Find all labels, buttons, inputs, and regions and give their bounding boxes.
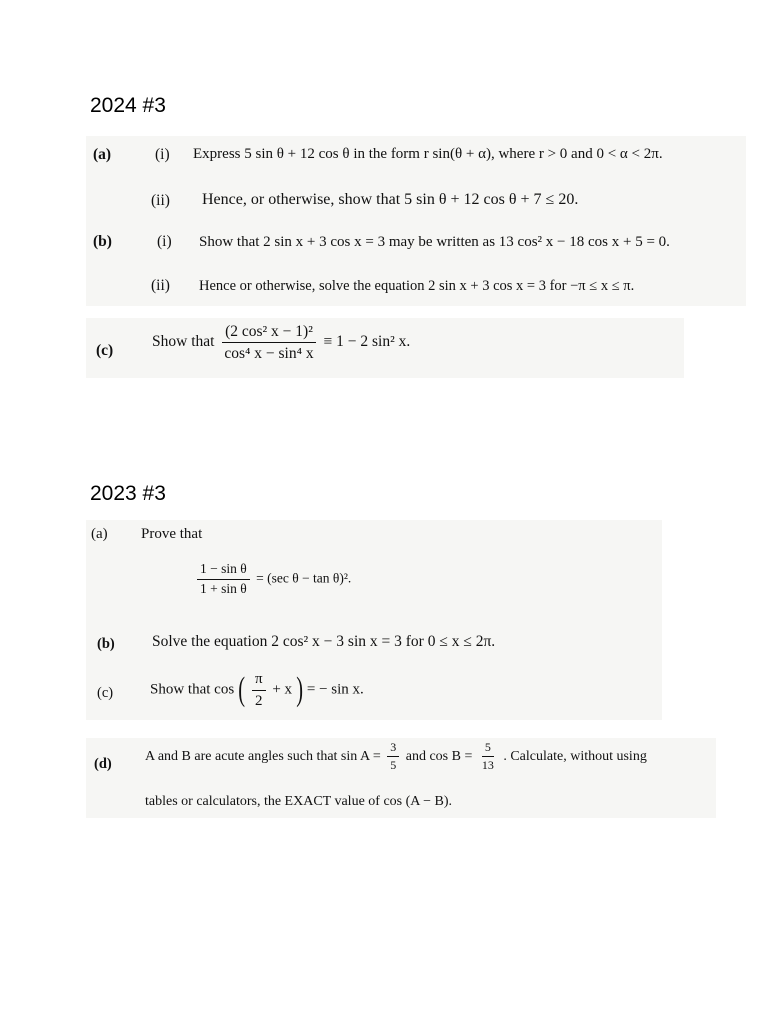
fraction-sinA-denominator: 5 <box>390 758 397 773</box>
fraction-cosB <box>479 741 497 772</box>
label-2024-b-ii: (ii) <box>151 277 170 294</box>
d-text-1: A and B are acute angles such that sin A = <box>145 748 381 764</box>
label-2024-a-i: (i) <box>155 146 170 163</box>
label-2023-d: (d) <box>94 756 112 772</box>
fraction-2024-c <box>221 323 316 362</box>
right-paren: ) <box>296 671 303 708</box>
c-suffix-2023: = − sin x. <box>306 681 364 698</box>
question-2023-a: Prove that <box>141 526 203 542</box>
fraction-cosB-denominator: 13 <box>481 758 494 773</box>
identity-2023-a <box>194 562 351 597</box>
fraction-2023-c-denominator: 2 <box>255 692 263 709</box>
label-2024-b-i: (i) <box>157 233 172 250</box>
question-2023-c <box>150 671 364 709</box>
fraction-2023-a-numerator: 1 − sin θ <box>197 562 250 580</box>
d-text-3: . Calculate, without using <box>503 748 647 764</box>
fraction-cosB-numerator: 5 <box>482 741 494 757</box>
label-2023-b: (b) <box>97 636 115 652</box>
label-2023-a: (a) <box>91 526 108 542</box>
left-paren: ( <box>238 671 245 708</box>
question-2023-d-line1 <box>145 741 647 772</box>
heading-2023: 2023 #3 <box>90 482 166 505</box>
fraction-2023-a <box>197 562 250 597</box>
fraction-sinA <box>387 741 399 772</box>
heading-2024: 2024 #3 <box>90 94 166 117</box>
c-prefix-2024: Show that <box>152 333 215 351</box>
question-2024-a-i: Express 5 sin θ + 12 cos θ in the form r sin(θ + α), where r > 0 and 0 < α < 2π. <box>193 146 663 162</box>
c-suffix-2024: ≡ 1 − 2 sin² x. <box>323 333 411 351</box>
label-2024-a: (a) <box>93 146 112 163</box>
fraction-2024-c-denominator: cos⁴ x − sin⁴ x <box>224 345 314 363</box>
label-2024-c: (c) <box>96 342 114 359</box>
fraction-2023-a-denominator: 1 + sin θ <box>200 580 247 596</box>
d-text-2: and cos B = <box>405 748 473 764</box>
question-2023-b: Solve the equation 2 cos² x − 3 sin x = 3 for 0 ≤ x ≤ 2π. <box>152 633 496 650</box>
question-2024-b-ii: Hence or otherwise, solve the equation 2 sin x + 3 cos x = 3 for −π ≤ x ≤ π. <box>199 278 635 294</box>
label-2024-a-ii: (ii) <box>151 192 170 209</box>
c-prefix-2023: Show that cos <box>150 681 235 698</box>
identity-2023-a-rhs: = (sec θ − tan θ)². <box>256 570 352 586</box>
question-2024-b-i: Show that 2 sin x + 3 cos x = 3 may be written as 13 cos² x − 18 cos x + 5 = 0. <box>199 234 670 250</box>
label-2023-c: (c) <box>97 685 114 701</box>
question-2024-a-ii: Hence, or otherwise, show that 5 sin θ + 12 cos θ + 7 ≤ 20. <box>202 191 579 208</box>
label-2024-b: (b) <box>93 233 112 250</box>
c-plus-2023: + x <box>272 681 293 698</box>
fraction-2023-c <box>252 671 266 709</box>
fraction-sinA-numerator: 3 <box>387 741 399 757</box>
question-2023-d-line2: tables or calculators, the EXACT value of cos (A − B). <box>145 794 453 809</box>
fraction-2024-c-numerator: (2 cos² x − 1)² <box>222 323 316 343</box>
fraction-2023-c-numerator: π <box>252 671 266 691</box>
question-2024-c <box>152 323 410 362</box>
